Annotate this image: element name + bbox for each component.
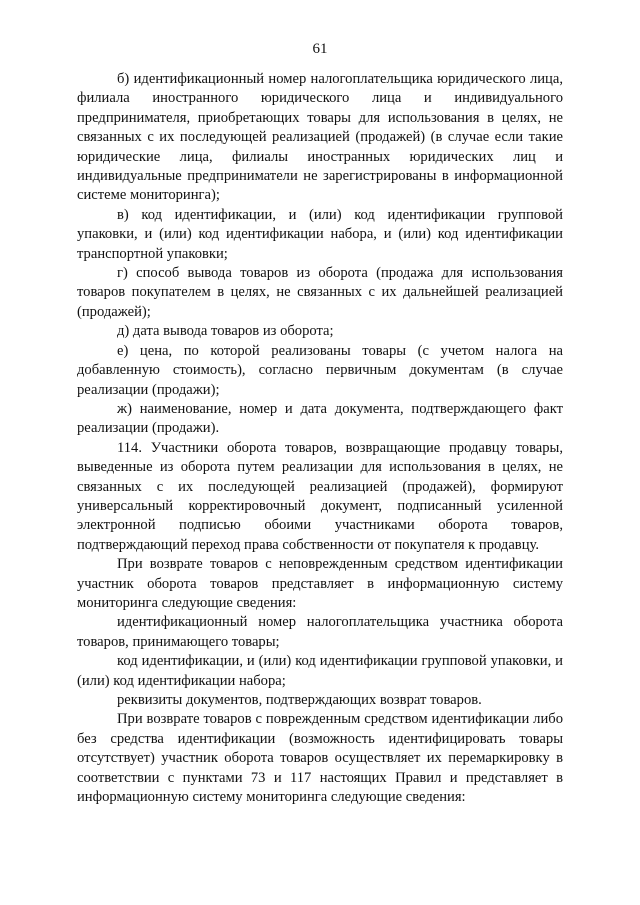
paragraph-g-method: г) способ вывода товаров из оборота (продажа для использования товаров покупателем в целях, не связанных с их дальнейшей реализацией (продажей); [77, 265, 563, 320]
paragraph-return-docs: реквизиты документов, подтверждающих возврат товаров. [117, 692, 482, 708]
paragraph-114: 114. Участники оборота товаров, возвращающие продавцу товары, выведенные из оборота путем реализации для использования в целях, не связанных с их последующей реализацией (продажей), формируют универсальный корректировочный документ, подписанный усиленной электронной подписью обоими участниками оборота товаров, подтверждающий переход права собственности от покупателя к продавцу. [77, 439, 563, 553]
paragraph-code-group: код идентификации, и (или) код идентификации групповой упаковки, и (или) код идентификации набора; [77, 653, 563, 689]
document-body [77, 70, 563, 807]
paragraph-damaged-return: При возврате товаров с поврежденным средством идентификации либо без средства идентификации (возможность идентифицировать товары отсутствует) участник оборота товаров осуществляет их перемаркировку в соответствии с пунктами 73 и 117 настоящих Правил и представляет в информационную систему мониторинга следующие сведения: [77, 711, 563, 806]
paragraph-d-date: д) дата вывода товаров из оборота; [117, 323, 334, 340]
paragraph-intact-return: При возврате товаров с неповрежденным средством идентификации участник оборота товаров представляет в информационную систему мониторинга следующие сведения: [77, 556, 563, 611]
paragraph-b-inn: б) идентификационный номер налогоплательщика юридического лица, филиала иностранного юридического лица и индивидуального предпринимателя, приобретающих товары для использования в целях, не связанных с их последующей реализацией (продажей) (в случае если такие юридические лица, филиалы иностранных юридических лиц и индивидуальные предприниматели не зарегистрированы в информационной системе мониторинга); [77, 71, 563, 204]
paragraph-inn-receiver: идентификационный номер налогоплательщика участника оборота товаров, принимающего товары; [77, 614, 563, 650]
paragraph-e-price: е) цена, по которой реализованы товары (с учетом налога на добавленную стоимость), согласно первичным документам (в случае реализации (продажи); [77, 342, 563, 398]
paragraph-v-code: в) код идентификации, и (или) код идентификации групповой упаковки, и (или) код идентификации набора, и (или) код идентификации транспортной упаковки; [77, 206, 563, 262]
paragraph-zh-document: ж) наименование, номер и дата документа, подтверждающего факт реализации (продажи). [77, 400, 563, 437]
page-number: 61 [312, 41, 328, 57]
